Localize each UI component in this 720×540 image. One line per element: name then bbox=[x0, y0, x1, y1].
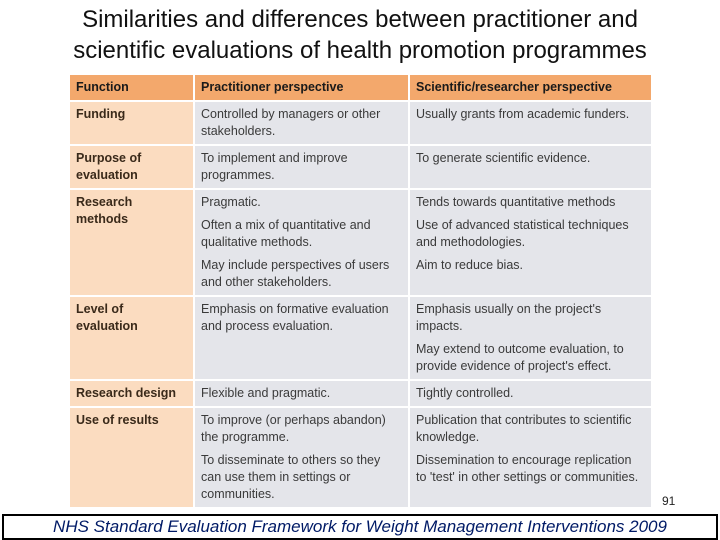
comparison-table bbox=[68, 73, 651, 509]
practitioner-paragraph: To improve (or perhaps abandon) the programme. bbox=[201, 413, 386, 444]
practitioner-paragraph: Controlled by managers or other stakeholders. bbox=[201, 107, 381, 138]
practitioner-paragraph: Flexible and pragmatic. bbox=[201, 386, 331, 400]
scientific-cell bbox=[409, 380, 651, 407]
practitioner-paragraph: Emphasis on formative evaluation and process evaluation. bbox=[201, 302, 389, 333]
scientific-cell bbox=[409, 407, 651, 508]
header-scientific: Scientific/researcher perspective bbox=[409, 74, 651, 101]
scientific-paragraph: Aim to reduce bias. bbox=[416, 258, 523, 272]
function-cell: Level of evaluation bbox=[69, 296, 194, 380]
practitioner-cell bbox=[194, 380, 409, 407]
scientific-paragraph: To generate scientific evidence. bbox=[416, 151, 591, 165]
practitioner-paragraph: To disseminate to others so they can use them in settings or communities. bbox=[201, 453, 381, 501]
scientific-paragraph: May extend to outcome evaluation, to provide evidence of project's effect. bbox=[416, 342, 624, 373]
table-row bbox=[69, 380, 651, 407]
practitioner-paragraph: Pragmatic. bbox=[201, 195, 261, 209]
table-header-row bbox=[69, 74, 651, 101]
practitioner-paragraph: To implement and improve programmes. bbox=[201, 151, 348, 182]
function-cell: Research design bbox=[69, 380, 194, 407]
function-cell: Funding bbox=[69, 101, 194, 145]
practitioner-cell bbox=[194, 189, 409, 296]
scientific-paragraph: Emphasis usually on the project's impacts. bbox=[416, 302, 602, 333]
practitioner-cell bbox=[194, 407, 409, 508]
practitioner-paragraph: May include perspectives of users and other stakeholders. bbox=[201, 258, 390, 289]
slide-title bbox=[0, 4, 720, 66]
title-line-2: scientific evaluations of health promotion programmes bbox=[73, 37, 647, 64]
header-function: Function bbox=[69, 74, 194, 101]
scientific-cell bbox=[409, 145, 651, 189]
scientific-paragraph: Tends towards quantitative methods bbox=[416, 195, 616, 209]
title-line-1: Similarities and differences between practitioner and bbox=[82, 6, 638, 33]
comparison-table-container bbox=[68, 73, 651, 512]
scientific-paragraph: Usually grants from academic funders. bbox=[416, 107, 630, 121]
scientific-paragraph: Tightly controlled. bbox=[416, 386, 514, 400]
scientific-paragraph: Use of advanced statistical techniques and methodologies. bbox=[416, 218, 629, 249]
table-row bbox=[69, 189, 651, 296]
practitioner-paragraph: Often a mix of quantitative and qualitative methods. bbox=[201, 218, 371, 249]
table-row bbox=[69, 145, 651, 189]
page-number: 91 bbox=[662, 494, 676, 508]
table-row bbox=[69, 407, 651, 508]
function-cell: Research methods bbox=[69, 189, 194, 296]
practitioner-cell bbox=[194, 145, 409, 189]
table-body bbox=[69, 101, 651, 508]
scientific-cell bbox=[409, 101, 651, 145]
function-cell: Use of results bbox=[69, 407, 194, 508]
scientific-cell bbox=[409, 189, 651, 296]
function-cell: Purpose of evaluation bbox=[69, 145, 194, 189]
scientific-cell bbox=[409, 296, 651, 380]
footer-citation: NHS Standard Evaluation Framework for Weight Management Interventions 2009 bbox=[2, 514, 718, 540]
scientific-paragraph: Dissemination to encourage replication to 'test' in other settings or communities. bbox=[416, 453, 639, 484]
table-row bbox=[69, 101, 651, 145]
header-practitioner: Practitioner perspective bbox=[194, 74, 409, 101]
practitioner-cell bbox=[194, 101, 409, 145]
table-row bbox=[69, 296, 651, 380]
practitioner-cell bbox=[194, 296, 409, 380]
scientific-paragraph: Publication that contributes to scientific knowledge. bbox=[416, 413, 632, 444]
